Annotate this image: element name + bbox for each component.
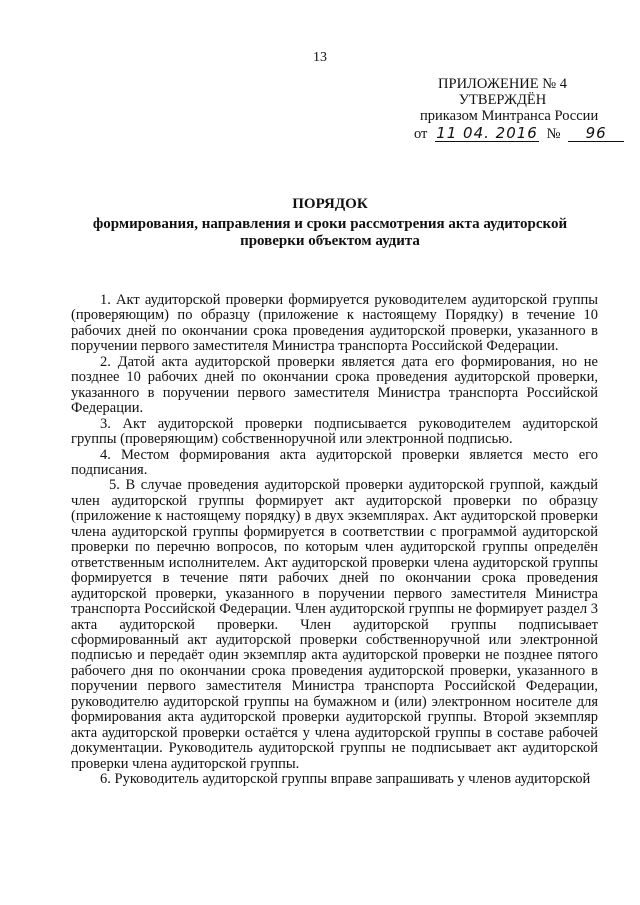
paragraph-2: 2. Датой акта аудиторской проверки является дата его формирования, но не позднее 10 рабочих дней по окончании срока проведения аудиторской проверки, указанного в поручении первого заместителя Министра транспорта Российской Федерации. bbox=[71, 353, 598, 417]
from-label: от bbox=[414, 126, 428, 142]
document-body bbox=[71, 293, 598, 788]
number-label: № bbox=[546, 126, 561, 142]
document-title: ПОРЯДОК bbox=[292, 196, 368, 212]
paragraph-4: 4. Местом формирования акта аудиторской проверки является место его подписания. bbox=[71, 446, 598, 478]
document-subtitle: формирования, направления и сроки рассмотрения акта аудиторской проверки объектом аудита bbox=[92, 216, 568, 249]
appendix-label: ПРИЛОЖЕНИЕ № 4 bbox=[438, 76, 567, 92]
handwritten-order-number: 96 bbox=[568, 125, 624, 142]
paragraph-3: 3. Акт аудиторской проверки подписывается руководителем аудиторской группы (проверяющим) собственноручной или электронной подписью. bbox=[71, 415, 598, 448]
document-title-block bbox=[60, 196, 600, 250]
page-number: 13 bbox=[313, 50, 327, 65]
paragraph-6: 6. Руководитель аудиторской группы вправе запрашивать у членов аудиторской bbox=[100, 771, 591, 788]
order-issuer: приказом Минтранса России bbox=[420, 108, 599, 124]
paragraph-5: 5. В случае проведения аудиторской проверки аудиторской группой, каждый член аудиторской группы формирует акт аудиторской проверки по образцу (приложение к настоящему порядку) в двух экземплярах. Акт аудиторской проверки члена аудиторской группы формируется в соответствии с программой аудиторской проверки по перечню вопросов, по которым член аудиторской группы определён ответственным исполнителем. Акт аудиторской проверки члена аудиторской группы формируется в течение пяти рабочих дней по окончании срока проведения аудиторской проверки, указанного в поручении первого заместителя Министра транспорта Российской Федерации. Член аудиторской группы не формирует раздел 3 акта аудиторской проверки. Член аудиторской группы подписывает сформированный акт аудиторской проверки собственноручной или электронной подписью и передаёт один экземпляр акта аудиторской проверки не позднее пятого рабочего дня по окончании срока проведения аудиторской проверки, указанного в поручении первого заместителя Министра транспорта Российской Федерации, руководителю аудиторской группы на бумажном и (или) электронном носителе для формирования акта аудиторской проверки аудиторской группы. Второй экземпляр акта аудиторской проверки остаётся у члена аудиторской группы в составе рабочей документации. Руководитель аудиторской группы не подписывает акт аудиторской проверки члена аудиторской группы. bbox=[71, 477, 598, 772]
handwritten-date: 11 04. 2016 bbox=[436, 124, 538, 142]
paragraph-1: 1. Акт аудиторской проверки формируется руководителем аудиторской группы (проверяющим) по образцу (приложение к настоящему Порядку) в течение 10 рабочих дней по окончании срока проведения аудиторской проверки, указанного в поручении первого заместителя Министра транспорта Российской Федерации. bbox=[71, 292, 598, 355]
approved-label: УТВЕРЖДЁН bbox=[458, 92, 547, 108]
approval-stamp-block bbox=[390, 76, 615, 142]
order-date-number-line bbox=[390, 125, 615, 142]
